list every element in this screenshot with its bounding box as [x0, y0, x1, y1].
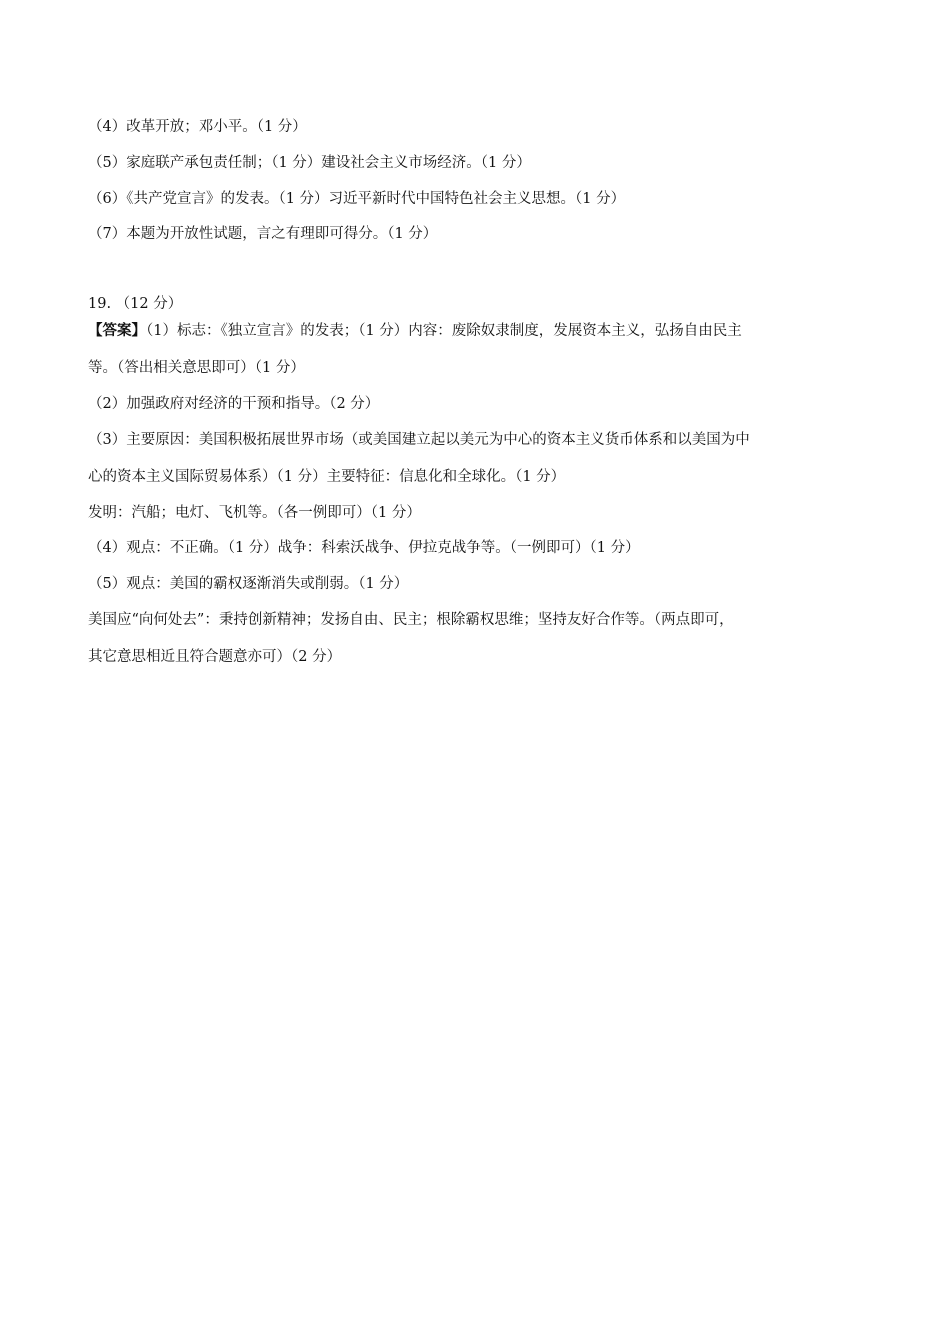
answer-19-line-2: 等。（答出相关意思即可）（1 分）	[88, 360, 305, 376]
question-19-heading: 19. （12 分）	[88, 296, 183, 312]
answer-19-line-5: 心的资本主义国际贸易体系）（1 分）主要特征：信息化和全球化。（1 分）	[88, 469, 566, 485]
answer-19-line-10: 其它意思相近且符合题意亦可）（2 分）	[88, 649, 342, 665]
answer-18-item-4: （4）改革开放；邓小平。（1 分）	[88, 119, 307, 135]
answer-19-line-3: （2）加强政府对经济的干预和指导。（2 分）	[88, 396, 380, 412]
answer-19-line-1	[88, 321, 878, 341]
answer-18-item-5: （5）家庭联产承包责任制；（1 分）建设社会主义市场经济。（1 分）	[88, 155, 531, 171]
answer-18-item-6: （6）《共产党宣言》的发表。（1 分）习近平新时代中国特色社会主义思想。（1 分）	[88, 191, 626, 207]
answer-19-line-7: （4）观点：不正确。（1 分）战争：科索沃战争、伊拉克战争等。（一例即可）（1 分）	[88, 540, 640, 556]
answer-19-part-1-text: （1）标志：《独立宣言》的发表；（1 分）内容：废除奴隶制度，发展资本主义，弘扬自由民主	[146, 323, 742, 339]
answer-label: 【答案】	[88, 322, 146, 339]
answer-19-line-4: （3）主要原因：美国积极拓展世界市场（或美国建立起以美元为中心的资本主义货币体系和以美国为中	[88, 432, 750, 448]
answer-19-line-6: 发明：汽船；电灯、飞机等。（各一例即可）（1 分）	[88, 505, 421, 521]
answer-19-line-8: （5）观点：美国的霸权逐渐消失或削弱。（1 分）	[88, 576, 409, 592]
answer-18-item-7: （7）本题为开放性试题，言之有理即可得分。（1 分）	[88, 226, 438, 242]
answer-19-line-9: 美国应“向何处去”：秉持创新精神；发扬自由、民主；根除霸权思维；坚持友好合作等。（两点即可，	[88, 612, 734, 628]
